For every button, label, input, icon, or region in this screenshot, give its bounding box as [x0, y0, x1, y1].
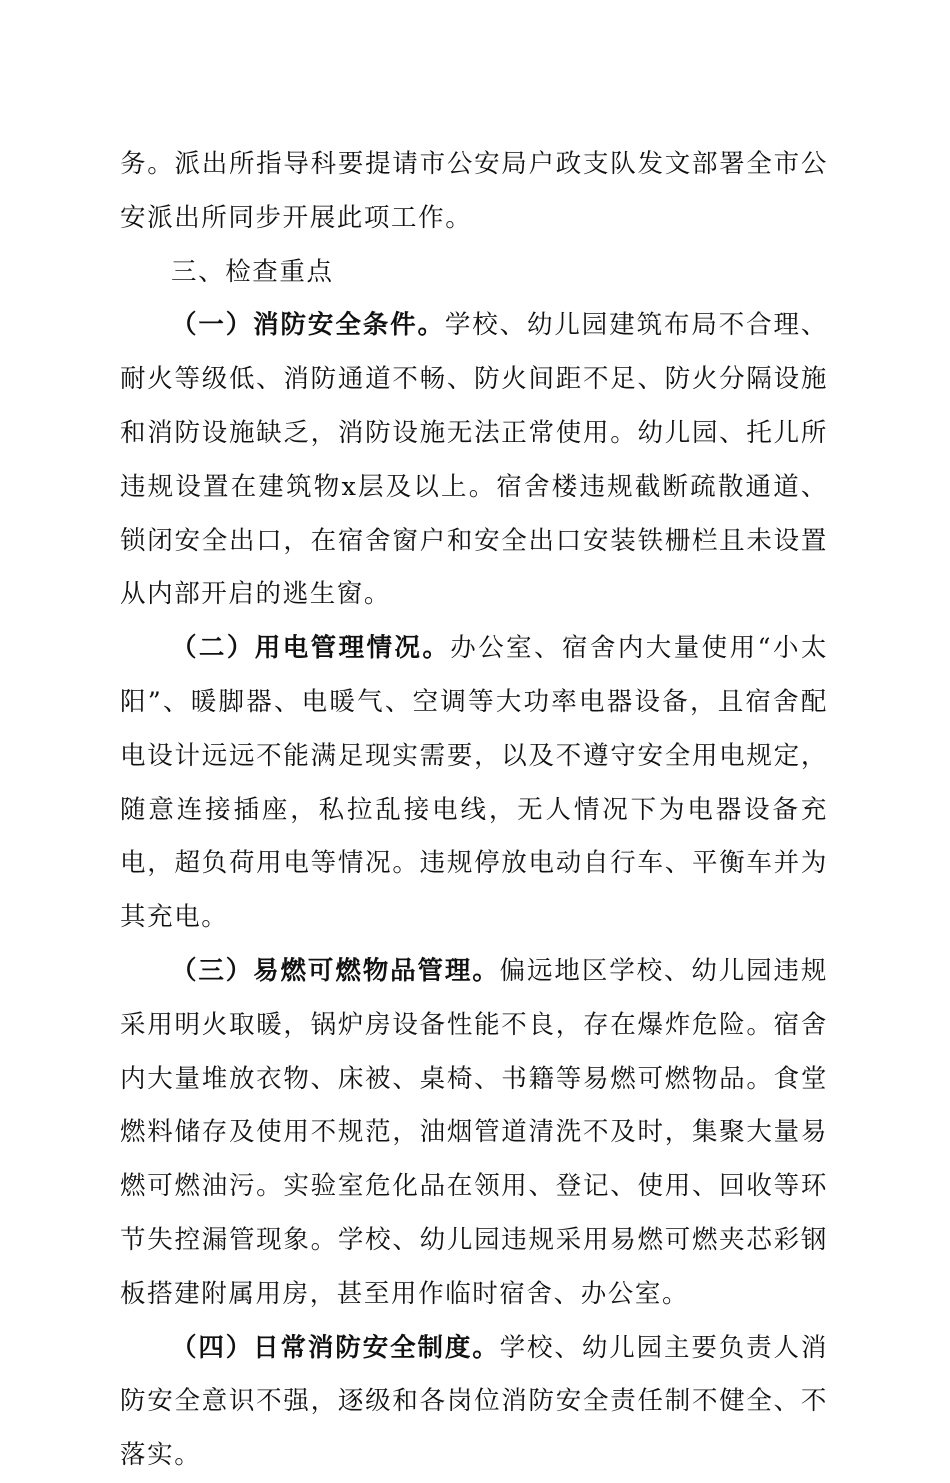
- paragraph-item-2: [120, 622, 828, 945]
- item-3-text: 偏远地区学校、幼儿园违规采用明火取暖，锅炉房设备性能不良，存在爆炸危险。宿舍内大量堆放衣物、床被、桌椅、书籍等易燃可燃物品。食堂燃料储存及使用不规范，油烟管道清洗不及时，集聚大量易燃可燃油污。实验室危化品在领用、登记、使用、回收等环节失控漏管现象。学校、幼儿园违规采用易燃可燃夹芯彩钢板搭建附属用房，甚至用作临时宿舍、办公室。: [120, 955, 829, 1309]
- item-3-lead: （三）易燃可燃物品管理。: [171, 955, 500, 986]
- paragraph-item-3: [120, 945, 828, 1322]
- item-2-lead: （二）用电管理情况。: [171, 633, 451, 664]
- item-4-lead: （四）日常消防安全制度。: [171, 1332, 500, 1363]
- item-1-text: 学校、幼儿园建筑布局不合理、耐火等级低、消防通道不畅、防火间距不足、防火分隔设施和消防设施缺乏，消防设施无法正常使用。幼儿园、托儿所违规设置在建筑物x层及以上。宿舍楼违规截断疏散通道、锁闭安全出口，在宿舍窗户和安全出口安装铁栅栏且未设置从内部开启的逃生窗。: [120, 310, 828, 610]
- document-body: [120, 138, 828, 1483]
- paragraph-continued: 务。派出所指导科要提请市公安局户政支队发文部署全市公安派出所同步开展此项工作。: [120, 149, 828, 233]
- paragraph-item-4: [120, 1322, 828, 1483]
- item-4-text: 学校、幼儿园主要负责人消防安全意识不强，逐级和各岗位消防安全责任制不健全、不落实。: [120, 1332, 829, 1471]
- paragraph-item-1: [120, 299, 828, 622]
- item-1-lead: （一）消防安全条件。: [171, 310, 445, 341]
- item-2-text: 办公室、宿舍内大量使用“小太阳”、暖脚器、电暖气、空调等大功率电器设备，且宿舍配电设计远远不能满足现实需要，以及不遵守安全用电规定，随意连接插座，私拉乱接电线，无人情况下为电器设备充电，超负荷用电等情况。违规停放电动自行车、平衡车并为其充电。: [120, 633, 828, 933]
- section-heading: 三、检查重点: [171, 256, 334, 287]
